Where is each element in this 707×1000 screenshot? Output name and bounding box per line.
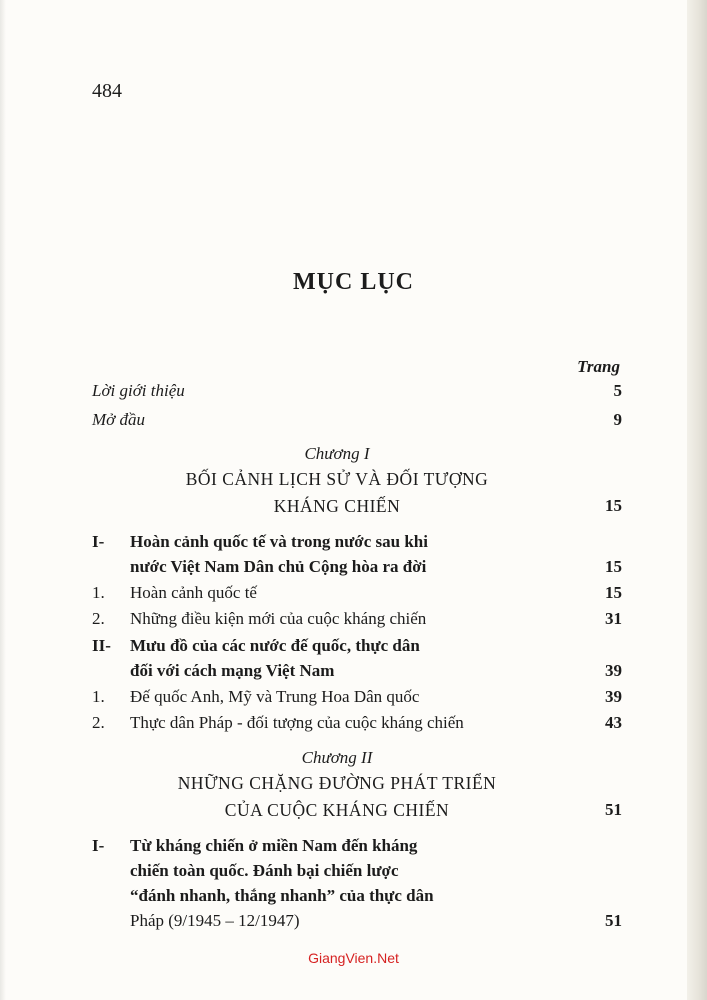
toc-entry-label: Hoàn cảnh quốc tế: [130, 583, 257, 602]
chapter-1-page: 15: [605, 496, 622, 515]
chapter-1-title-line-1: [92, 469, 622, 490]
chapter-1-title-line-2[interactable]: [92, 496, 622, 517]
toc-entry-label: “đánh nhanh, thắng nhanh” của thực dân: [130, 886, 434, 905]
chapter-2-title: NHỮNG CHẶNG ĐƯỜNG PHÁT TRIỂN: [177, 773, 497, 793]
page-left-shadow: [0, 0, 6, 1000]
toc-entry-label: đối với cách mạng Việt Nam: [130, 661, 335, 680]
chapter-2-title-line-1: [92, 773, 622, 794]
chapter-1-label: Chương I: [304, 444, 370, 463]
watermark-text: GiangVien.Net: [308, 950, 399, 966]
toc-entry-page: 39: [605, 661, 622, 680]
toc-entry-page: 15: [605, 583, 622, 602]
toc-entry-label: nước Việt Nam Dân chủ Cộng hòa ra đời: [130, 557, 427, 576]
toc-entry-page: 43: [605, 713, 622, 732]
page-column-header: Trang: [577, 357, 620, 376]
toc-entry-label: Đế quốc Anh, Mỹ và Trung Hoa Dân quốc: [130, 687, 420, 706]
toc-entry-page: 39: [605, 687, 622, 706]
toc-entry-label: Những điều kiện mới của cuộc kháng chiến: [130, 609, 427, 628]
toc-title: MỤC LỤC: [293, 269, 414, 295]
toc-entry-number: 1.: [92, 583, 105, 602]
chapter-1-label-line: [92, 444, 622, 464]
toc-entry-label: Lời giới thiệu: [92, 381, 185, 400]
toc-entry-number: I-: [92, 532, 105, 551]
toc-entry-page: 9: [613, 410, 622, 429]
toc-entry-label: Pháp (9/1945 – 12/1947): [130, 911, 300, 930]
toc-entry-number: I-: [92, 836, 105, 855]
toc-entry-page: 15: [605, 557, 622, 576]
toc-entry-number: 1.: [92, 687, 105, 706]
toc-entry-number: II-: [92, 636, 111, 655]
toc-entry-label: chiến toàn quốc. Đánh bại chiến lược: [130, 861, 399, 880]
chapter-2-label-line: [92, 748, 622, 768]
chapter-2-label: Chương II: [301, 748, 373, 767]
chapter-1-title-cont: KHÁNG CHIẾN: [273, 496, 401, 516]
toc-entry-number: 2.: [92, 713, 105, 732]
toc-entry-number: 2.: [92, 609, 105, 628]
page-edge: [687, 0, 707, 1000]
toc-entry-label: Mở đầu: [92, 410, 145, 429]
page-number: 484: [92, 80, 122, 102]
toc-entry-page: 5: [613, 381, 622, 400]
chapter-2-title-cont: CỦA CUỘC KHÁNG CHIẾN: [224, 800, 450, 820]
toc-entry-label: Từ kháng chiến ở miền Nam đến kháng: [130, 836, 418, 855]
toc-entry-label: Hoàn cảnh quốc tế và trong nước sau khi: [130, 532, 428, 551]
toc-entry-page: 31: [605, 609, 622, 628]
toc-entry-label: Thực dân Pháp - đối tượng của cuộc kháng chiến: [130, 713, 464, 732]
toc-entry-page: 51: [605, 911, 622, 930]
toc-entry-label: Mưu đồ của các nước đế quốc, thực dân: [130, 636, 420, 655]
chapter-2-title-line-2[interactable]: [92, 800, 622, 821]
chapter-1-title: BỐI CẢNH LỊCH SỬ VÀ ĐỐI TƯỢNG: [185, 469, 489, 489]
chapter-2-page: 51: [605, 800, 622, 819]
